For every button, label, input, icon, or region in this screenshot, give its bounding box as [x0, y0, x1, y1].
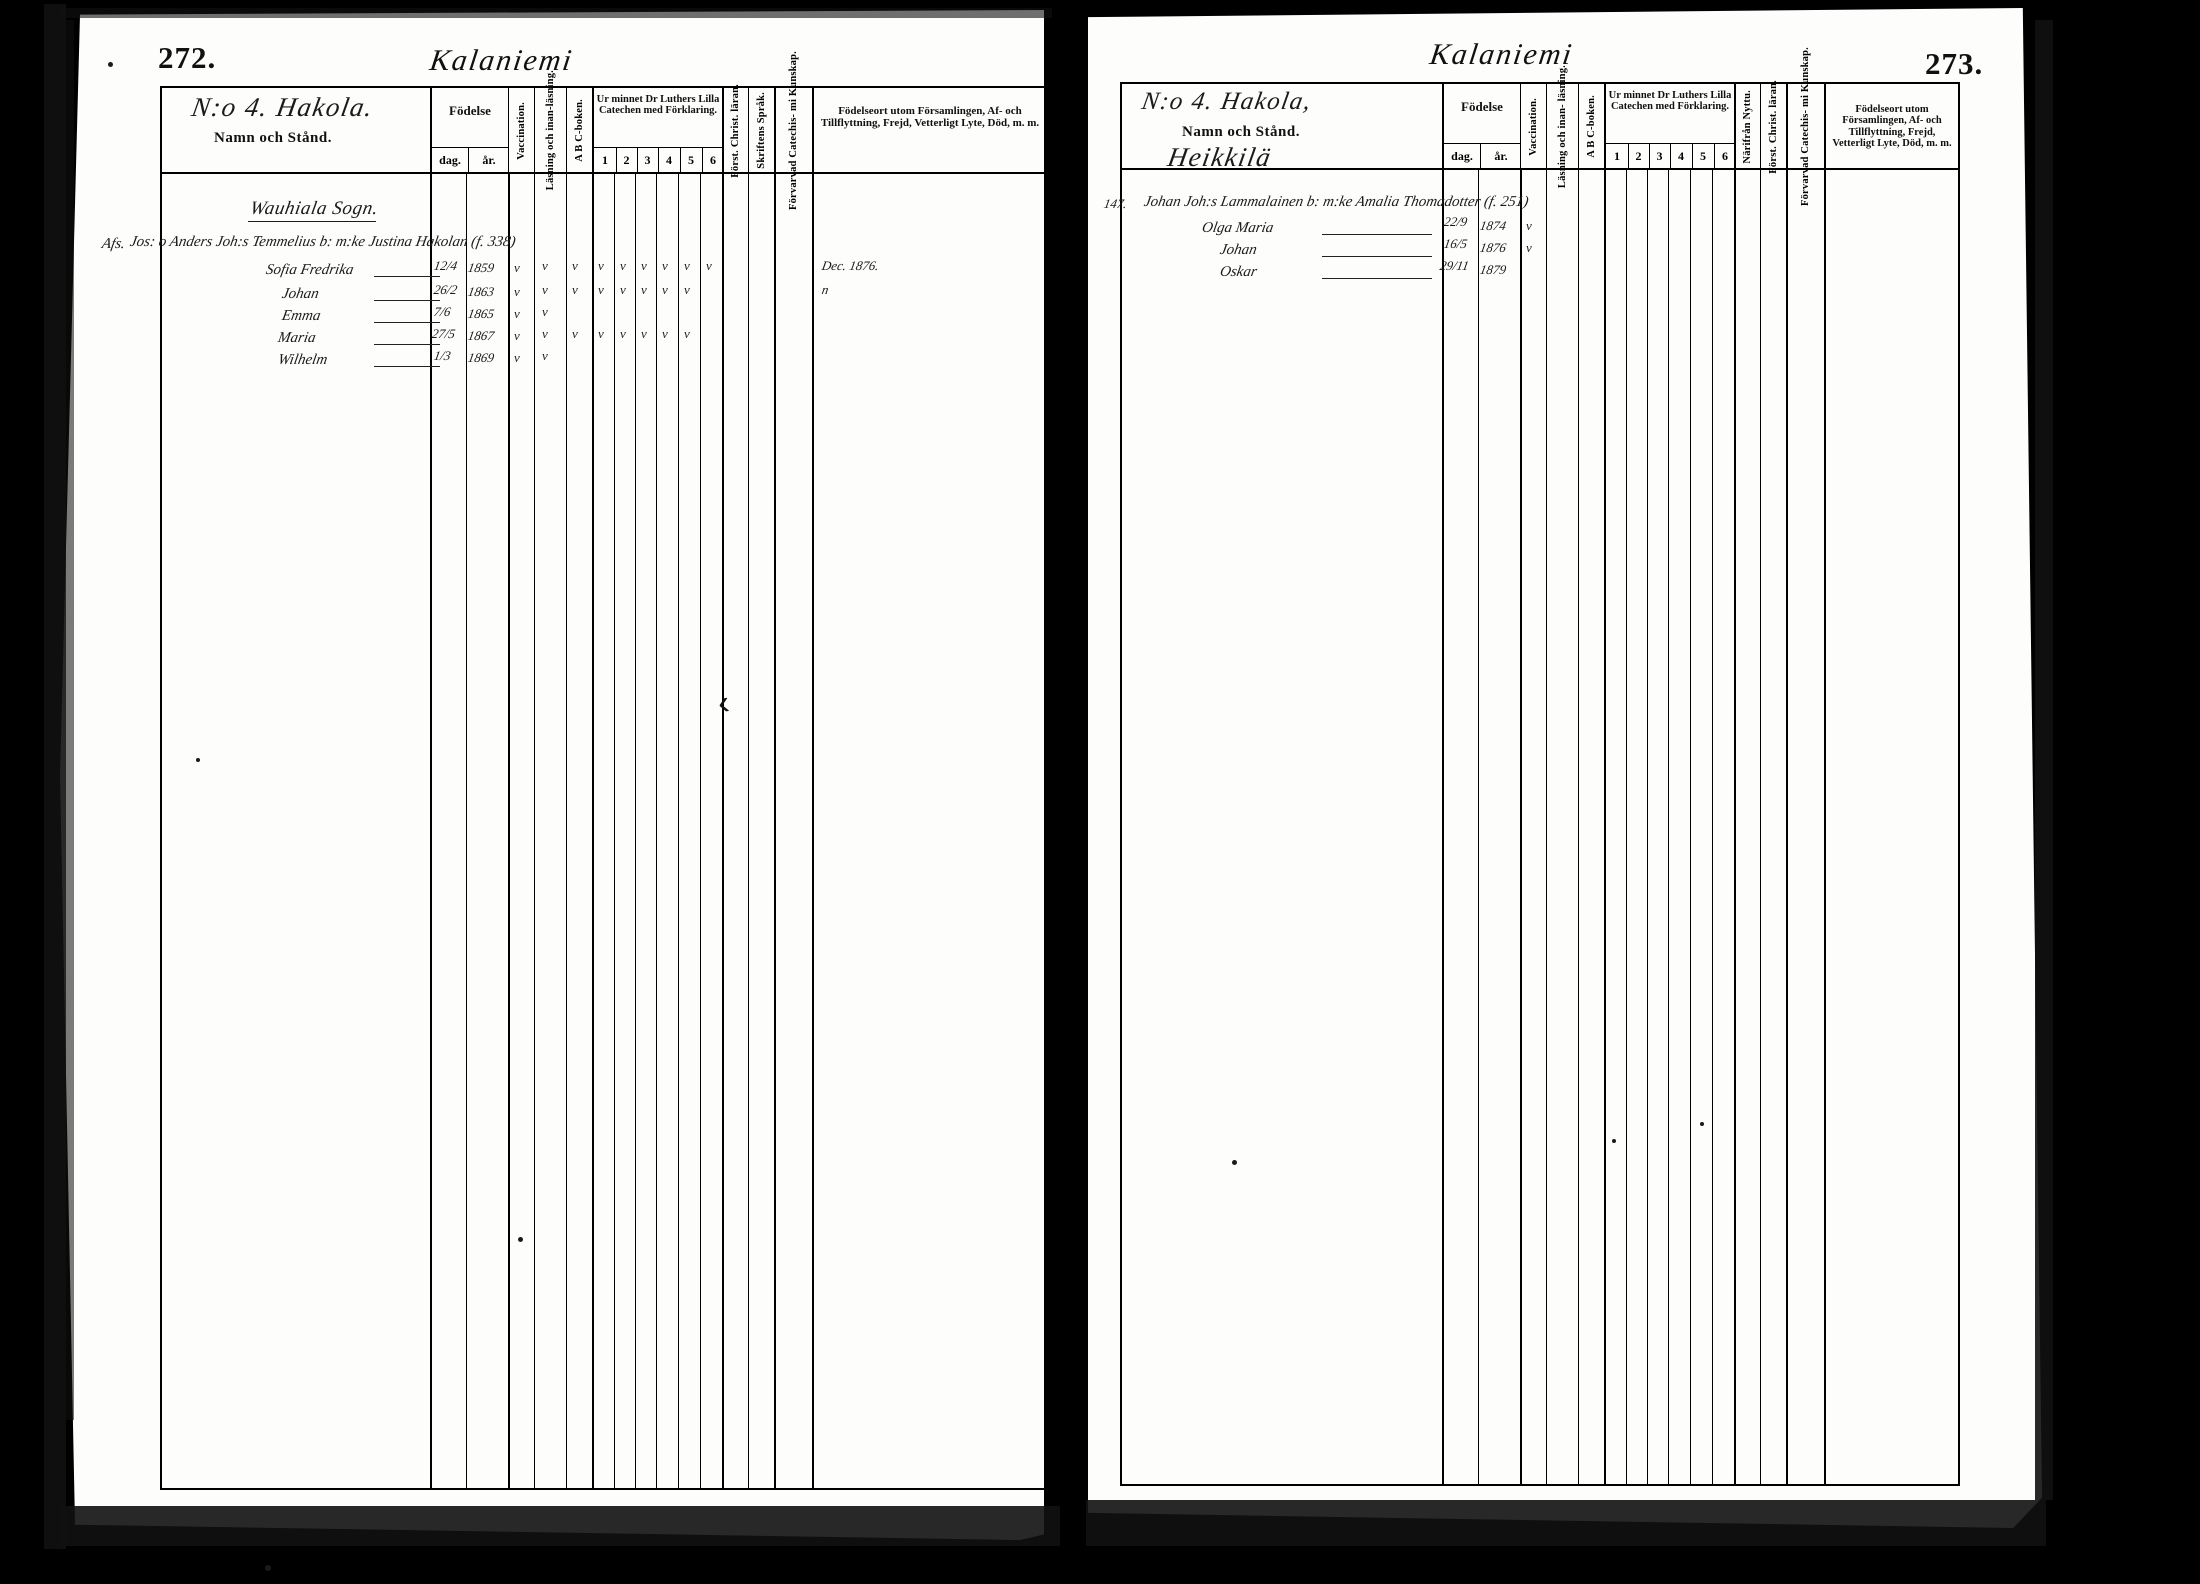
- header-label-notes: Födelseort utom Församlingen, Af- och Tillflyttning, Frejd, Vetterligt Lyte, Död, m. m.: [820, 105, 1040, 129]
- left-mark: v: [542, 258, 548, 273]
- left-mark: v: [620, 326, 626, 341]
- right-edge-shadow: [2035, 20, 2053, 1500]
- left-entry-name-3: Emma: [280, 308, 322, 324]
- right-entry-birthyear-3: 1879: [1478, 262, 1508, 277]
- body-col-abc: [1578, 170, 1579, 1484]
- left-mark: v: [684, 326, 690, 341]
- left-entry-birthday-3: 7/6: [432, 304, 453, 319]
- header-label-vaccination: Vaccination.: [515, 101, 527, 160]
- body-col-catechism: [592, 174, 594, 1488]
- header-col-skriftens-sprak: [748, 88, 774, 172]
- bottom-shadow: [60, 1506, 1060, 1546]
- header-catechism-3: 3: [1656, 149, 1663, 163]
- body-col-cat-3: [1668, 170, 1669, 1484]
- left-mark: v: [706, 258, 712, 273]
- folio-number-left: 272.: [158, 40, 217, 75]
- left-entry-name-2: Johan: [280, 286, 321, 302]
- header-label-vaccination: Vaccination.: [1527, 97, 1539, 156]
- body-col-cat-1: [614, 174, 615, 1488]
- header-catechism-5: 5: [1700, 149, 1706, 163]
- left-entry-birthday-5: 1/3: [432, 348, 453, 363]
- right-entry-prefix-0: 147.: [1102, 196, 1129, 211]
- header-catechism-2: 2: [1635, 149, 1642, 163]
- header-label-dag: dag.: [1451, 149, 1473, 163]
- left-mark: v: [641, 282, 647, 297]
- right-farm-subheading: Heikkilä: [1165, 142, 1275, 172]
- left-mark: v: [542, 326, 548, 341]
- body-col-cat-3: [656, 174, 657, 1488]
- header-subrow-catechism: [594, 147, 722, 172]
- header-label-ar: år.: [1494, 149, 1508, 163]
- right-farm-heading: N:o 4. Hakola,: [1139, 88, 1315, 115]
- left-namn-och-stand-label: Namn och Stånd.: [214, 130, 332, 146]
- left-entry-name-5: Wilhelm: [276, 352, 329, 368]
- left-mark: v: [572, 326, 578, 341]
- body-col-cat-5: [700, 174, 701, 1488]
- body-col-fodelse: [430, 174, 432, 1488]
- right-entry-dash-1: [1322, 234, 1432, 235]
- left-entry-birthyear-3: 1865: [466, 306, 496, 321]
- header-vert-wrap: [1547, 64, 1578, 189]
- header-col-narifran-nyttu: [1734, 84, 1760, 168]
- left-village-heading: Wauhiala Sogn.: [248, 198, 380, 222]
- left-entry-dash-4: [374, 344, 440, 345]
- header-col-notes: [812, 88, 1046, 172]
- left-entry-name-4: Maria: [276, 330, 317, 346]
- header-col-abc: [1578, 84, 1604, 168]
- left-entry-birthday-1: 12/4: [432, 258, 459, 273]
- right-entry-name-0: Johan Joh:s Lammalainen b: m:ke Amalia Thomadotter (f. 251): [1142, 194, 1530, 210]
- left-edge-shadow: [44, 4, 66, 1549]
- dust-speck: [265, 1565, 271, 1571]
- left-entry-birthyear-1: 1859: [466, 260, 496, 275]
- header-label-fodelse: Födelse: [1461, 99, 1503, 114]
- left-mark: v: [514, 306, 520, 321]
- body-col-notes: [1824, 170, 1826, 1484]
- header-vert-wrap: [1579, 87, 1604, 166]
- left-entry-name-0: Jos: o Anders Joh:s Temmelius b: m:ke Justina Hakolan (f. 338): [128, 234, 517, 250]
- left-entry-birthday-4: 27/5: [430, 326, 457, 341]
- header-label-lasning: Läsning och inan-läsning.: [544, 70, 556, 191]
- folio-number-right: 273.: [1925, 46, 1984, 81]
- header-catechism-3: 3: [644, 153, 651, 167]
- left-mark: v: [620, 258, 626, 273]
- left-entry-dash-1: [374, 276, 440, 277]
- header-label-ar: år.: [482, 153, 496, 167]
- header-vert-wrap: [1521, 87, 1546, 166]
- left-mark: v: [641, 326, 647, 341]
- left-mark: v: [542, 282, 548, 297]
- body-col-lasning: [534, 174, 535, 1488]
- left-mark: v: [684, 282, 690, 297]
- right-namn-och-stand-label: Namn och Stånd.: [1182, 124, 1300, 140]
- header-label-notes: Födelseort utom Församlingen, Af- och Tillflyttning, Frejd, Vetterligt Lyte, Död, m. m.: [1832, 104, 1952, 149]
- header-col-catechism: [1604, 84, 1734, 168]
- left-entry-birthyear-5: 1869: [466, 350, 496, 365]
- header-vert-wrap: [535, 70, 566, 191]
- body-col-fodelse-dag-ar: [466, 174, 467, 1488]
- header-vert-wrap: [567, 91, 592, 170]
- header-col-vaccination: [508, 88, 534, 172]
- header-label-abc-boken: A B C-boken.: [1585, 95, 1597, 158]
- body-col-skriftens-sprak: [748, 174, 749, 1488]
- header-col-lasning: [1546, 64, 1578, 189]
- left-mark: v: [598, 282, 604, 297]
- left-mark: v: [514, 328, 520, 343]
- header-vert-wrap: [724, 83, 748, 178]
- right-entry-birthday-1: 22/9: [1442, 214, 1469, 229]
- body-col-cat-2: [635, 174, 636, 1488]
- body-col-abc: [566, 174, 567, 1488]
- right-entry-birthday-3: 29/11: [1438, 258, 1471, 273]
- header-col-forst-christ: [1760, 79, 1786, 174]
- left-mark: v: [662, 282, 668, 297]
- header-label-forst-christ: Först. Christ. läran.: [1767, 79, 1779, 174]
- header-label-dag: dag.: [439, 153, 461, 167]
- bottom-shadow-right: [1086, 1500, 2046, 1546]
- header-col-forst-christ: [722, 83, 748, 178]
- left-mark: v: [572, 258, 578, 273]
- header-catechism-2: 2: [623, 153, 630, 167]
- left-mark: v: [542, 304, 548, 319]
- body-col-cat-2: [1647, 170, 1648, 1484]
- header-catechism-6: 6: [1722, 149, 1728, 163]
- header-col-lasning: [534, 70, 566, 191]
- left-entry-dash-3: [374, 322, 440, 323]
- left-mark: v: [514, 284, 520, 299]
- top-shadow: [62, 8, 1052, 18]
- header-subrow-fodelse: [1444, 143, 1520, 168]
- left-mark: v: [572, 282, 578, 297]
- body-col-fodelse: [1442, 170, 1444, 1484]
- header-vert-wrap: [1761, 79, 1786, 174]
- header-col-vaccination: [1520, 84, 1546, 168]
- header-label-catechism: Ur minnet Dr Luthers Lilla Catechen med Förklaring.: [1608, 90, 1732, 113]
- body-col-lasning: [1546, 170, 1547, 1484]
- body-col-catechism: [1604, 170, 1606, 1484]
- left-entry-birthyear-4: 1867: [466, 328, 496, 343]
- right-entry-dash-3: [1322, 278, 1432, 279]
- header-col-notes: [1824, 84, 1958, 168]
- left-mark: v: [641, 258, 647, 273]
- body-col-forvarvad-kunskap: [774, 174, 776, 1488]
- header-label-forvarvad-kunskap: Förvarvad Catechis- mi Kunskap.: [1800, 46, 1812, 207]
- left-mark: v: [620, 282, 626, 297]
- body-col-forst-christ: [1760, 170, 1761, 1484]
- header-col-abc: [566, 88, 592, 172]
- header-label-catechism: Ur minnet Dr Luthers Lilla Catechen med Förklaring.: [596, 94, 720, 117]
- left-mark: v: [514, 350, 520, 365]
- left-mark: v: [662, 258, 668, 273]
- body-col-cat-5: [1712, 170, 1713, 1484]
- header-catechism-1: 1: [602, 153, 608, 167]
- left-mark: v: [684, 258, 690, 273]
- body-col-vaccination: [508, 174, 510, 1488]
- left-mark: v: [542, 348, 548, 363]
- left-entry-note-1: Dec. 1876.: [820, 258, 881, 273]
- parish-name-left: Kalaniemi: [427, 44, 576, 77]
- header-col-fodelse: [430, 88, 508, 172]
- left-entry-dash-5: [374, 366, 440, 367]
- body-col-vaccination: [1520, 170, 1522, 1484]
- right-entry-name-1: Olga Maria: [1200, 220, 1275, 236]
- right-table-body: [1102, 170, 1958, 1484]
- header-catechism-6: 6: [710, 153, 716, 167]
- header-col-fodelse: [1442, 84, 1520, 168]
- header-catechism-4: 4: [666, 153, 672, 167]
- right-entry-name-2: Johan: [1218, 242, 1259, 258]
- header-vert-wrap: [509, 91, 534, 170]
- right-entry-birthyear-1: 1874: [1478, 218, 1508, 233]
- left-mark: v: [598, 326, 604, 341]
- left-entry-birthday-2: 26/2: [432, 282, 459, 297]
- left-entry-dash-2: [374, 300, 440, 301]
- body-col-narifran-nyttu: [1734, 170, 1736, 1484]
- left-entry-note-2: n: [820, 282, 830, 297]
- binding-gutter: [1044, 0, 1088, 1584]
- right-mark: v: [1526, 240, 1532, 255]
- header-label-narifran-nyttu: Närifrån Nyttu.: [1742, 89, 1754, 164]
- header-vert-wrap: [776, 50, 812, 211]
- header-vert-wrap: [1736, 87, 1760, 166]
- left-farm-heading: N:o 4. Hakola.: [189, 92, 377, 122]
- header-label-lasning: Läsning och inan- läsning.: [1556, 64, 1568, 189]
- right-entry-name-3: Oskar: [1218, 264, 1259, 280]
- header-col-forvarvad-kunskap: [1786, 46, 1824, 207]
- header-label-forst-christ: Först. Christ. läran.: [730, 83, 742, 178]
- right-mark: v: [1526, 218, 1532, 233]
- header-label-forvarvad-kunskap: Förvarvad Catechis- mi Kunskap.: [788, 50, 800, 211]
- header-vert-wrap: [749, 91, 774, 170]
- left-mark: v: [662, 326, 668, 341]
- left-mark: v: [514, 260, 520, 275]
- right-entry-birthday-2: 16/5: [1442, 236, 1469, 251]
- left-table-body: [100, 174, 1046, 1488]
- left-entry-prefix-0: Afs.: [100, 236, 127, 252]
- header-catechism-5: 5: [688, 153, 694, 167]
- left-entry-birthyear-2: 1863: [466, 284, 496, 299]
- body-col-forvarvad-kunskap: [1786, 170, 1788, 1484]
- dust-speck: [108, 62, 113, 67]
- left-mark: v: [598, 258, 604, 273]
- body-col-cat-4: [1690, 170, 1691, 1484]
- header-subrow-fodelse: [432, 147, 508, 172]
- body-col-cat-4: [678, 174, 679, 1488]
- header-vert-wrap: [1788, 46, 1824, 207]
- header-label-fodelse: Födelse: [449, 103, 491, 118]
- right-entry-dash-2: [1322, 256, 1432, 257]
- parish-name-right: Kalaniemi: [1427, 38, 1576, 71]
- body-col-notes: [812, 174, 814, 1488]
- body-col-cat-1: [1626, 170, 1627, 1484]
- header-col-catechism: [592, 88, 722, 172]
- left-edge-shadow-2: [66, 20, 74, 1420]
- header-label-abc-boken: A B C-boken.: [573, 99, 585, 162]
- body-col-fodelse-dag-ar: [1478, 170, 1479, 1484]
- header-catechism-4: 4: [1678, 149, 1684, 163]
- header-label-skriftens-sprak: Skriftens Språk.: [755, 92, 767, 169]
- header-col-forvarvad-kunskap: [774, 50, 812, 211]
- left-entry-name-1: Sofia Fredrika: [264, 262, 355, 278]
- header-subrow-catechism: [1606, 143, 1734, 168]
- pencil-arrow-mark: ‹: [715, 683, 732, 723]
- body-col-forst-christ: [722, 174, 724, 1488]
- right-entry-birthyear-2: 1876: [1478, 240, 1508, 255]
- header-catechism-1: 1: [1614, 149, 1620, 163]
